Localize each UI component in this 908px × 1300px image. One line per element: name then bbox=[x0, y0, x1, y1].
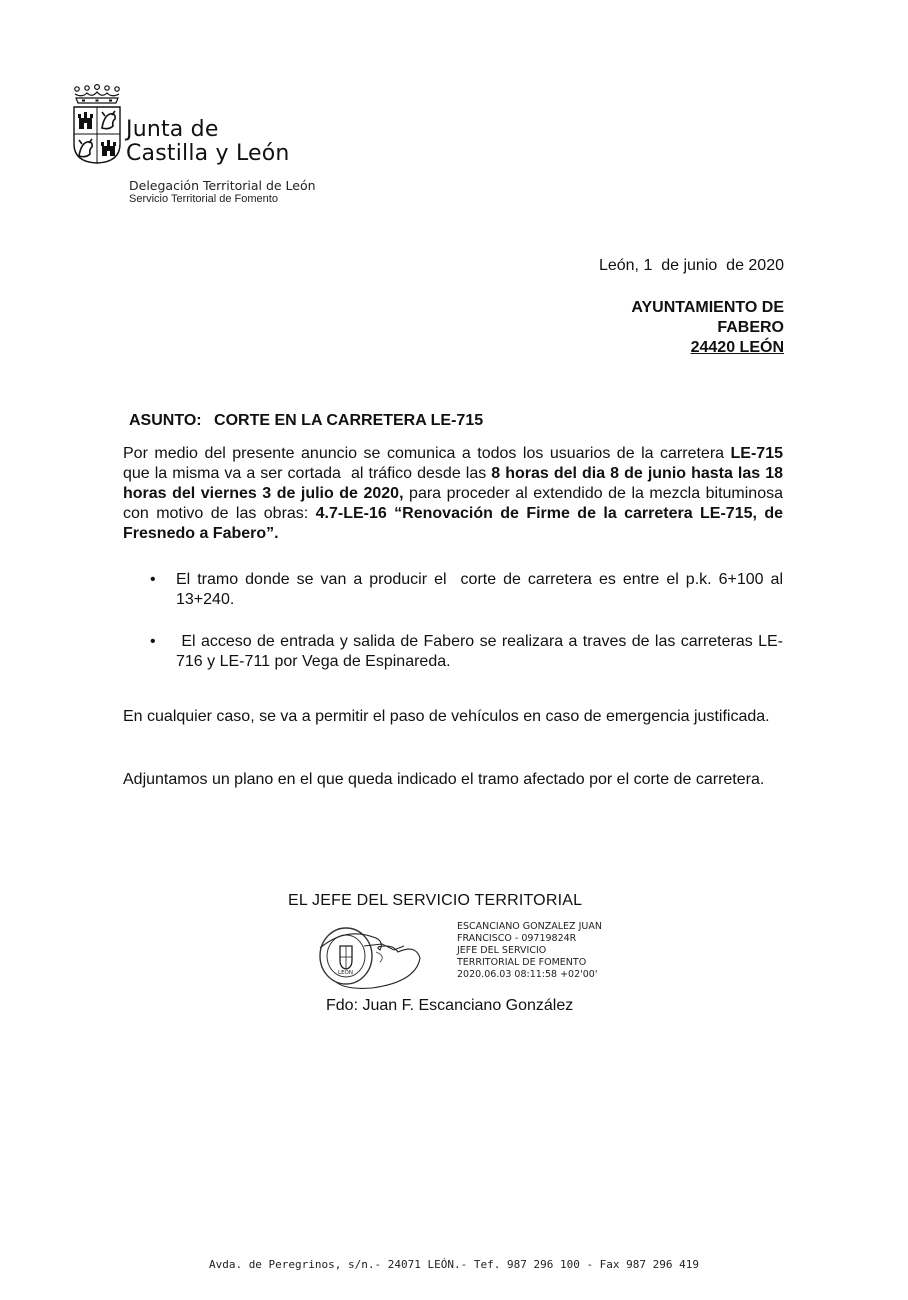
subject-text: CORTE EN LA CARRETERA LE-715 bbox=[214, 412, 484, 429]
works-title: 4.7-LE-16 “Renovación de Firme de la carretera LE-715, de Fresnedo a Fabero”. bbox=[123, 505, 788, 542]
organization-name bbox=[126, 118, 346, 166]
coat-of-arms-icon bbox=[72, 106, 122, 164]
delegation-name: Delegación Territorial de León bbox=[129, 178, 316, 193]
addressee-line1: AYUNTAMIENTO DE bbox=[631, 299, 784, 316]
bullet-icon: • bbox=[150, 633, 156, 650]
para1-text-2: que la misma va a ser cortada al tráfico desde las bbox=[123, 445, 788, 482]
bullet-list bbox=[123, 570, 788, 694]
crown-icon bbox=[72, 84, 122, 106]
attachment-paragraph: Adjuntamos un plano en el que queda indicado el tramo afectado por el corte de carretera. bbox=[123, 771, 765, 788]
para1-text-3: para proceder al extendido de la mezcla bituminosa con motivo de las obras: bbox=[123, 485, 788, 522]
para1-text-1: Por medio del presente anuncio se comunica a todos los usuarios de la carretera bbox=[123, 445, 731, 462]
announcement-paragraph bbox=[123, 444, 788, 544]
signatory-title: EL JEFE DEL SERVICIO TERRITORIAL bbox=[288, 892, 583, 909]
closure-period: 8 horas del dia 8 de junio hasta las 18 horas del viernes 3 de julio de 2020, bbox=[123, 465, 788, 502]
organization-name-line2: Castilla y León bbox=[126, 141, 290, 166]
subject-label: ASUNTO: bbox=[129, 412, 202, 429]
stamp-text: LEÓN bbox=[338, 970, 353, 976]
road-code: LE-715 bbox=[730, 445, 783, 462]
footer-address: Avda. de Peregrinos, s/n.- 24071 LEÓN.- Tef. 987 296 100 - Fax 987 296 419 bbox=[208, 1258, 700, 1271]
list-item bbox=[123, 570, 788, 610]
organization-name-line1: Junta de bbox=[126, 117, 219, 142]
list-item bbox=[123, 632, 783, 672]
subject-line bbox=[129, 412, 483, 430]
bullet-text: El acceso de entrada y salida de Fabero se realizara a traves de las carreteras LE-716 y LE-711 por Vega de Espinareda. bbox=[176, 633, 784, 670]
addressee-line2: FABERO bbox=[717, 319, 784, 336]
addressee-line3: 24420 LEÓN bbox=[690, 339, 784, 356]
addressee-block bbox=[631, 298, 784, 358]
official-stamp-icon bbox=[316, 916, 452, 992]
letter-date: León, 1 de junio de 2020 bbox=[598, 257, 784, 274]
digital-signature-details: ESCANCIANO GONZALEZ JUAN FRANCISCO - 09719824R JEFE DEL SERVICIO TERRITORIAL DE FOMENTO 2020.06.03 08:11:58 +02'00' bbox=[457, 921, 602, 980]
service-name: Servicio Territorial de Fomento bbox=[129, 193, 278, 205]
signed-by: Fdo: Juan F. Escanciano González bbox=[326, 997, 574, 1014]
bullet-icon: • bbox=[150, 571, 156, 588]
bullet-text: El tramo donde se van a producir el corte de carretera es entre el p.k. 6+100 al 13+240. bbox=[176, 571, 788, 608]
emergency-paragraph: En cualquier caso, se va a permitir el paso de vehículos en caso de emergencia justificada. bbox=[123, 708, 770, 725]
